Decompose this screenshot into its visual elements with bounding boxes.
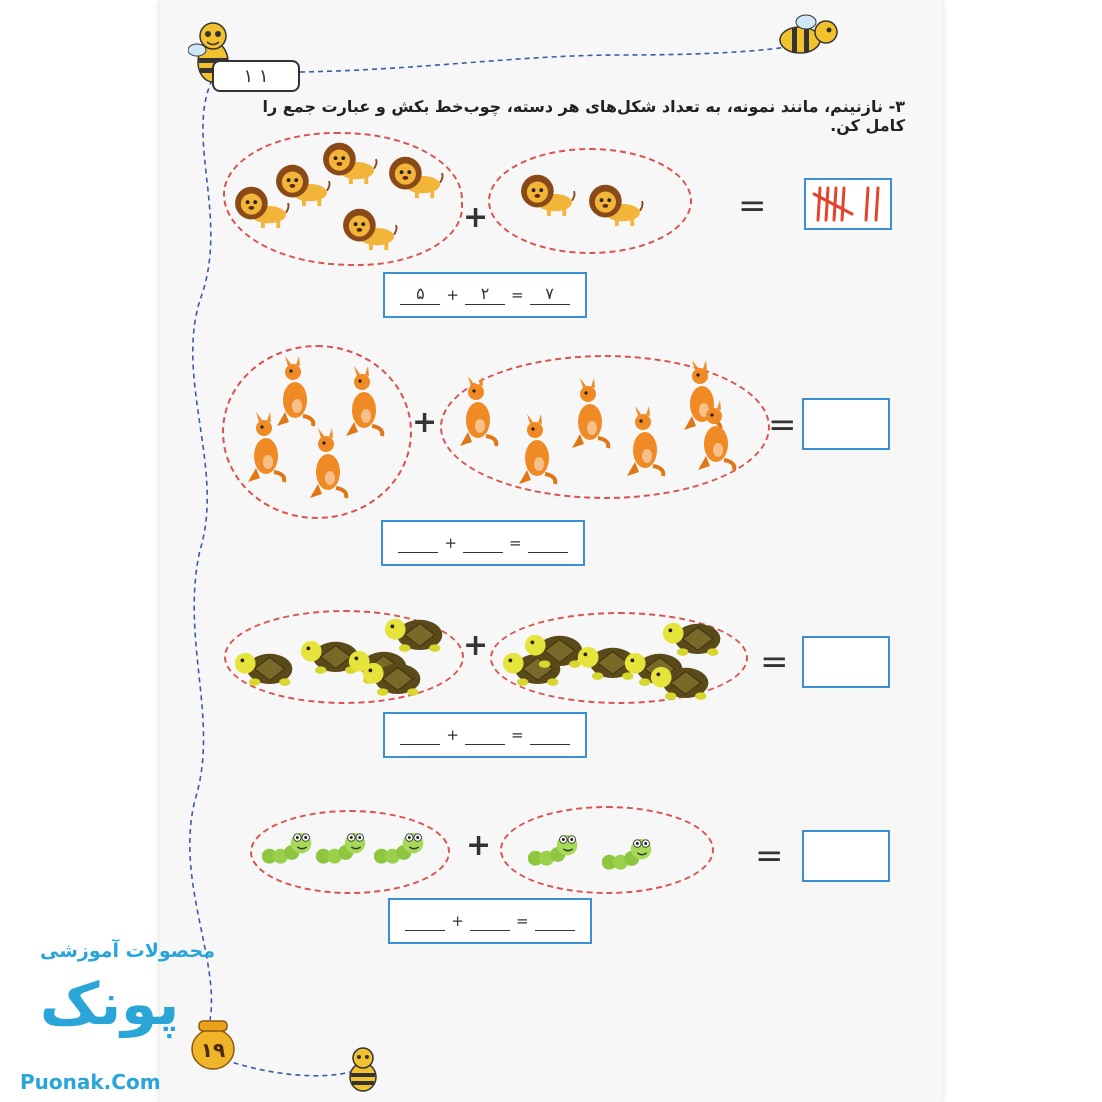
brand-logo: پونک bbox=[40, 970, 180, 1038]
brand-url: Puonak.Com bbox=[20, 1070, 161, 1094]
bee-icon bbox=[772, 12, 842, 60]
tally-marks bbox=[806, 180, 890, 228]
equals-sign: = bbox=[511, 286, 524, 304]
equals-sign: = bbox=[768, 405, 797, 445]
kangaroo-icon bbox=[515, 414, 559, 490]
equals-sign: = bbox=[760, 642, 789, 682]
turtle-icon bbox=[648, 660, 714, 706]
kangaroo-icon bbox=[623, 406, 667, 482]
equals-sign: = bbox=[509, 534, 522, 552]
kangaroo-icon bbox=[306, 428, 350, 504]
caterpillar-icon bbox=[372, 824, 428, 870]
expression-box bbox=[388, 898, 592, 944]
caterpillar-icon bbox=[314, 824, 370, 870]
expression-box bbox=[383, 712, 587, 758]
turtle-icon bbox=[232, 646, 298, 692]
instruction-text: ۳- نازنینم، مانند نمونه، به تعداد شکل‌های هر دسته، چوب‌خط بکش و عبارت جمع را کامل کن. bbox=[262, 97, 905, 135]
example-expression bbox=[383, 272, 587, 318]
addend-a-blank[interactable] bbox=[400, 726, 440, 745]
plus-sign: + bbox=[444, 534, 457, 552]
caterpillar-icon bbox=[260, 824, 316, 870]
plus-sign: + bbox=[466, 828, 492, 863]
answer-box[interactable] bbox=[802, 830, 890, 882]
sum-blank[interactable] bbox=[535, 912, 575, 931]
plus-sign: + bbox=[463, 628, 489, 663]
addend-a: ۵ bbox=[400, 286, 440, 305]
answer-box[interactable] bbox=[802, 398, 890, 450]
lion-icon bbox=[518, 170, 576, 222]
kangaroo-icon bbox=[568, 378, 612, 454]
kangaroo-icon bbox=[456, 376, 500, 452]
turtle-icon bbox=[360, 656, 426, 702]
tally-answer-box bbox=[804, 178, 892, 230]
equals-sign: = bbox=[516, 912, 529, 930]
addend-b: ۲ bbox=[465, 286, 505, 305]
equals-sign: = bbox=[738, 186, 767, 226]
kangaroo-icon bbox=[694, 400, 738, 476]
addend-b-blank[interactable] bbox=[465, 726, 505, 745]
lion-icon bbox=[386, 152, 444, 204]
addend-b-blank[interactable] bbox=[463, 534, 503, 553]
honey-pot-icon bbox=[190, 1015, 236, 1071]
plus-sign: + bbox=[451, 912, 464, 930]
expression-box bbox=[381, 520, 585, 566]
addend-a-blank[interactable] bbox=[398, 534, 438, 553]
turtle-icon bbox=[660, 616, 726, 662]
plus-sign: + bbox=[446, 726, 459, 744]
plus-sign: + bbox=[446, 286, 459, 304]
page-number: ۱۹ bbox=[200, 1038, 226, 1062]
sum: ۷ bbox=[530, 286, 570, 305]
lion-icon bbox=[340, 204, 398, 256]
kangaroo-icon bbox=[244, 412, 288, 488]
sum-blank[interactable] bbox=[530, 726, 570, 745]
equals-sign: = bbox=[755, 836, 784, 876]
brand-tagline: محصولات آموزشی bbox=[40, 940, 215, 962]
addend-b-blank[interactable] bbox=[470, 912, 510, 931]
plus-sign: + bbox=[463, 200, 489, 235]
caterpillar-icon bbox=[600, 830, 656, 876]
equals-sign: = bbox=[511, 726, 524, 744]
plus-sign: + bbox=[412, 405, 438, 440]
sum-blank[interactable] bbox=[528, 534, 568, 553]
bee-icon bbox=[342, 1045, 384, 1093]
lion-icon bbox=[320, 138, 378, 190]
turtle-icon bbox=[382, 612, 448, 658]
lesson-number-tag: ۱ ۱ bbox=[212, 60, 300, 92]
lion-icon bbox=[586, 180, 644, 232]
caterpillar-icon bbox=[526, 826, 582, 872]
addend-a-blank[interactable] bbox=[405, 912, 445, 931]
answer-box[interactable] bbox=[802, 636, 890, 688]
